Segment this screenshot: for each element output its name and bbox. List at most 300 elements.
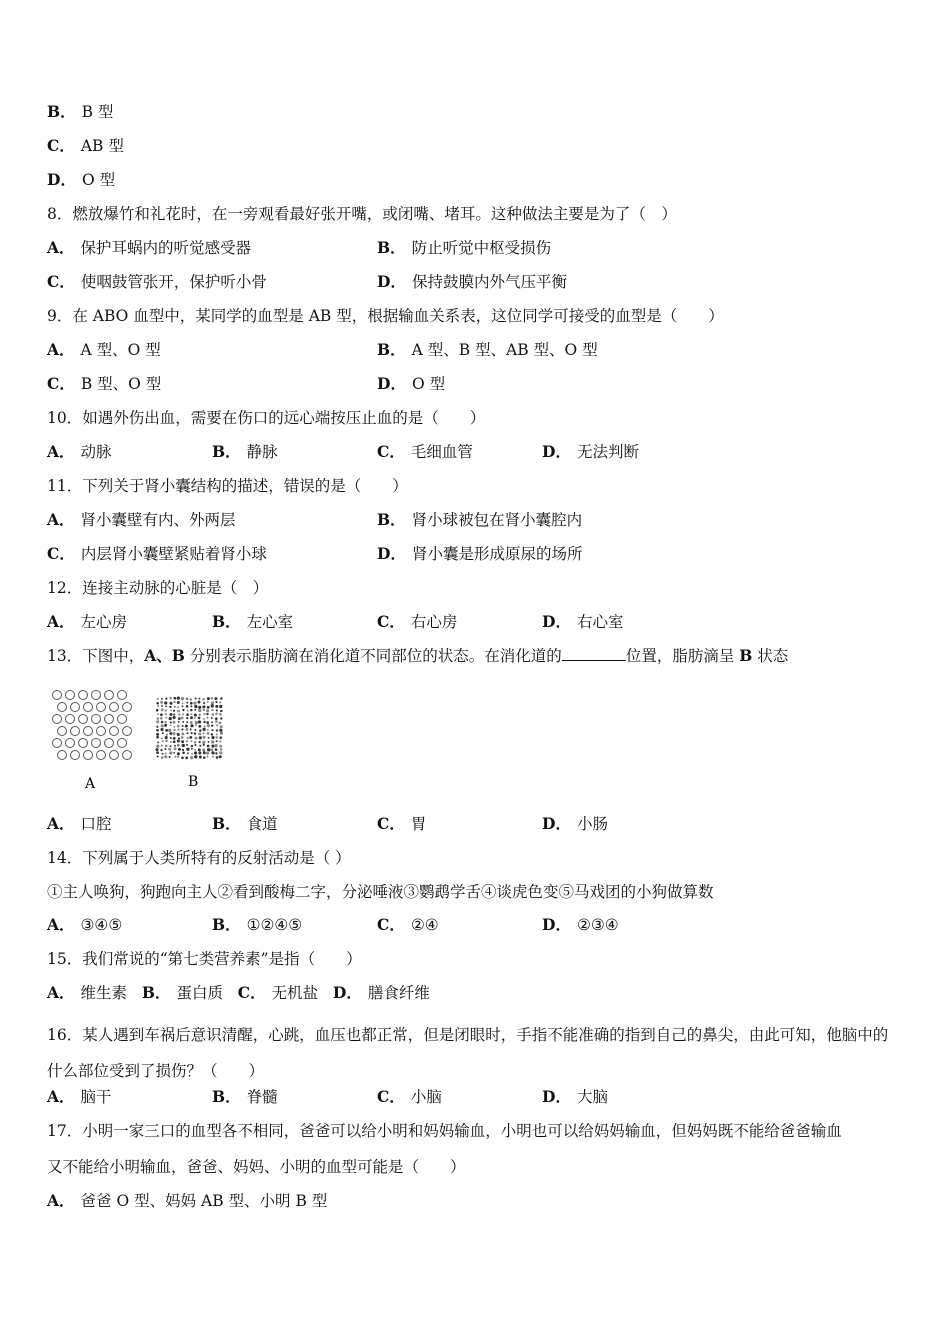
small-droplet [160,701,163,704]
small-droplet [157,713,159,715]
small-droplet [215,717,218,720]
small-droplet [212,729,214,731]
small-droplet [216,724,218,726]
small-droplet [190,756,193,759]
small-droplet [211,704,214,707]
small-droplet [219,705,222,708]
q15-option-b: 蛋白质 [176,984,223,1002]
large-droplet [58,703,67,712]
small-droplet [219,701,221,703]
small-droplet [215,736,218,739]
small-droplet [186,702,188,704]
small-droplet [190,728,192,730]
small-droplet [190,721,193,724]
small-droplet [186,748,189,751]
small-droplet [186,713,189,716]
option-c-prev: C． AB 型 [47,136,124,155]
small-droplet [216,729,218,731]
small-droplet [169,697,172,700]
q10-option-a: A． 动脉 [47,442,112,461]
question-17-line-2: 又不能给小明输血，爸爸、妈妈、小明的血型可能是（ ） [47,1158,466,1176]
small-droplet [182,702,184,704]
large-droplet [84,703,93,712]
fat-droplet-figure [47,686,237,796]
small-droplet [174,756,176,758]
small-droplet [194,705,197,708]
small-droplet [216,709,218,711]
small-droplet [202,698,205,701]
large-droplet [79,739,88,748]
small-droplet [220,748,222,750]
q8-option-d: D． 保持鼓膜内外气压平衡 [377,272,567,291]
small-droplet [173,697,176,700]
small-droplet [199,741,201,743]
small-droplet [170,745,172,747]
small-droplet [207,724,210,727]
q9-option-b: B． A 型、B 型、AB 型、O 型 [377,340,598,359]
large-droplet [53,739,62,748]
large-fat-droplets [53,691,132,760]
small-droplet [203,713,205,715]
small-droplet [194,729,196,731]
small-droplet [203,751,206,754]
small-droplet [168,748,171,751]
small-droplet [169,706,171,708]
large-droplet [97,703,106,712]
small-droplet [181,717,184,720]
large-droplet [110,703,119,712]
small-droplet [206,717,208,719]
small-droplet [203,718,205,720]
small-droplet [186,732,188,734]
small-droplet [177,696,180,699]
small-droplet [215,752,217,754]
small-droplet [195,724,197,726]
small-droplet [161,756,164,759]
small-droplet [198,748,201,751]
q9-option-a: A． A 型、O 型 [47,340,161,359]
small-droplet [219,713,222,716]
small-droplet [161,724,164,727]
q11-option-d: D． 肾小囊是形成原尿的场所 [377,544,583,563]
small-droplet [156,702,159,705]
small-droplet [164,721,166,723]
small-droplet [191,745,193,747]
large-droplet [92,715,101,724]
question-13: 13．下图中，A、B 分别表示脂肪滴在消化道不同部位的状态。在消化道的 位置，脂肪滴呈 B 状态 [47,646,789,665]
small-droplet [177,733,180,736]
small-droplet [174,747,177,750]
small-droplet [181,697,184,700]
small-droplet [207,748,210,751]
question-14: 14．下列属于人类所特有的反射活动是（ ） [47,849,351,867]
q17-option-a: A． 爸爸 O 型、妈妈 AB 型、小明 B 型 [47,1191,328,1210]
small-droplet [165,717,167,719]
small-droplet [189,736,192,739]
large-droplet [58,727,67,736]
small-droplet [198,701,201,704]
small-droplet [186,744,188,746]
small-droplet [161,745,163,747]
small-droplet [199,698,201,700]
q10-option-d: D． 无法判断 [542,442,639,461]
small-droplet [199,756,202,759]
small-droplet [206,721,209,724]
small-droplet [178,737,180,739]
small-droplet [194,717,196,719]
small-droplet [193,701,196,704]
small-droplet [169,713,172,716]
small-droplet [194,751,197,754]
q12-option-b: B． 左心室 [212,612,294,631]
small-droplet [182,744,185,747]
small-droplet [219,745,222,748]
large-droplet [84,751,93,760]
small-droplet [173,716,176,719]
small-droplet [206,713,208,715]
small-droplet [190,698,193,701]
small-droplet [168,729,171,732]
q9-option-c: C． B 型、O 型 [47,374,162,393]
small-droplet [187,710,189,712]
small-droplet [170,721,172,723]
small-droplet [173,710,175,712]
large-droplet [79,691,88,700]
q12-option-d: D． 右心室 [542,612,624,631]
small-droplet [186,705,189,708]
question-12: 12．连接主动脉的心脏是（ ） [47,579,269,597]
small-droplet [215,720,218,723]
large-droplet [105,691,114,700]
small-droplet [178,713,180,715]
small-droplet [216,733,218,735]
small-droplet [195,697,197,699]
small-droplet [162,740,164,742]
small-droplet [185,757,188,760]
small-droplet [207,701,209,703]
q14-option-b: B． ①②④⑤ [212,915,303,934]
large-droplet [123,703,132,712]
question-17-line-1: 17．小明一家三口的血型各不相同，爸爸可以给小明和妈妈输血，小明也可以给妈妈输血，但妈妈既不能给爸爸输血 [47,1122,842,1140]
small-droplet [170,710,172,712]
large-droplet [79,715,88,724]
small-droplet [177,752,180,755]
answer-blank [562,646,626,661]
small-droplet [173,713,175,715]
small-droplet [211,740,214,743]
large-droplet [105,715,114,724]
large-droplet [66,691,75,700]
small-droplet [173,726,175,728]
small-droplet [174,745,176,747]
small-droplet [173,737,176,740]
small-droplet [211,721,213,723]
small-droplet [214,697,217,700]
small-droplet [173,752,175,754]
small-droplet [215,705,218,708]
q14-option-d: D． ②③④ [542,915,619,934]
small-droplet [191,713,193,715]
small-droplet [170,702,173,705]
small-droplet [206,752,209,755]
small-droplet [199,736,202,739]
small-droplet [156,709,159,712]
small-droplet [177,744,180,747]
small-droplet [212,756,214,758]
small-droplet [206,709,209,712]
small-droplet [178,721,180,723]
q8-option-b: B． 防止听觉中枢受损伤 [377,238,552,257]
small-droplet [186,721,188,723]
question-8: 8．燃放爆竹和礼花时，在一旁观看最好张开嘴，或闭嘴、堵耳。这种做法主要是为了（ ） [47,205,677,223]
small-droplet [220,717,222,719]
small-droplet [165,744,168,747]
small-droplet [219,755,222,758]
small-droplet [207,729,209,731]
small-droplet [203,702,205,704]
large-droplet [71,703,80,712]
small-droplet [202,741,205,744]
option-b-prev: B． B 型 [47,102,114,121]
q15-option-d: 膳食纤维 [367,984,430,1002]
small-droplet [177,706,179,708]
small-droplet [211,733,213,735]
q15-options: A． 维生素 B． 蛋白质 C． 无机盐 D． 膳食纤维 [47,983,430,1002]
large-droplet [92,691,101,700]
option-d-prev: D． O 型 [47,170,116,189]
small-droplet [186,697,189,700]
small-droplet [169,756,171,758]
small-droplet [220,725,223,728]
small-droplet [156,751,159,754]
small-droplet [169,732,172,735]
small-droplet [185,728,188,731]
small-droplet [165,705,167,707]
small-droplet [198,714,201,717]
small-droplet [199,745,201,747]
large-droplet [53,691,62,700]
large-droplet [110,727,119,736]
small-droplet [194,749,196,751]
small-droplet [194,744,196,746]
small-droplet [220,710,222,712]
question-11: 11．下列关于肾小囊结构的描述，错误的是（ ） [47,477,408,495]
large-droplet [92,739,101,748]
small-droplet [160,713,163,716]
large-droplet [53,715,62,724]
small-droplet [204,726,206,728]
fat-droplet-illustration [47,686,237,796]
small-droplet [211,717,213,719]
q16-option-b: B． 脊髓 [212,1087,278,1106]
small-droplet [156,720,159,723]
large-droplet [66,739,75,748]
small-droplet [215,713,218,716]
small-droplet [169,717,172,720]
small-droplet [198,720,201,723]
small-droplet [156,736,159,739]
small-droplet [177,710,180,713]
small-droplet [202,749,205,752]
small-droplet [186,717,188,719]
figure-label-b: B [188,774,199,790]
small-droplet [182,749,184,751]
small-droplet [195,737,198,740]
small-droplet [220,697,223,700]
large-droplet [71,727,80,736]
small-droplet [199,729,201,731]
small-droplet [194,714,197,717]
small-droplet [186,740,188,742]
small-droplet [211,697,214,700]
q10-option-b: B． 静脉 [212,442,278,461]
q16-option-d: D． 大脑 [542,1087,608,1106]
small-droplet [164,724,167,727]
small-droplet [169,751,172,754]
small-droplet [198,717,201,720]
small-droplet [194,732,196,734]
small-droplet [216,756,219,759]
small-droplet [181,736,184,739]
small-droplet [170,737,172,739]
small-droplet [165,709,167,711]
small-droplet [208,737,210,739]
large-droplet [97,751,106,760]
question-14-items: ①主人唤狗，狗跑向主人②看到酸梅二字，分泌唾液③鹦鹉学舌④谈虎色变⑤马戏团的小狗做算数 [47,883,714,901]
large-droplet [118,715,127,724]
small-droplet [162,732,164,734]
small-droplet [198,709,201,712]
small-droplet [161,705,163,707]
small-droplet [156,729,159,732]
large-droplet [118,691,127,700]
question-15: 15．我们常说的“第七类营养素”是指（ ） [47,950,362,968]
q13-option-d: D． 小肠 [542,814,608,833]
q15-option-c: 无机盐 [271,984,319,1002]
large-droplet [123,727,132,736]
small-droplet [177,701,180,704]
small-droplet [191,753,193,755]
small-droplet [155,748,158,751]
large-droplet [84,727,93,736]
large-droplet [123,751,132,760]
small-droplet [182,705,184,707]
small-droplet [219,740,221,742]
small-droplet [191,740,193,742]
small-droplet [203,721,205,723]
small-droplet [172,732,175,735]
small-droplet [177,756,179,758]
small-droplet [202,705,205,708]
small-droplet [211,713,214,716]
small-droplet [211,736,214,739]
small-droplet [161,708,164,711]
small-droplet [207,706,210,709]
small-droplet [191,748,193,750]
small-droplet [182,714,184,716]
small-droplet [172,721,175,724]
small-droplet [211,725,213,727]
q16-option-c: C． 小脑 [377,1087,442,1106]
small-droplet [162,753,164,755]
small-droplet [170,741,172,743]
small-droplet [208,741,210,743]
small-droplet [203,732,205,734]
small-droplet [181,756,184,759]
small-droplet [198,732,201,735]
small-droplet [164,755,167,758]
small-droplet [206,756,208,758]
small-droplet [177,725,180,728]
small-droplet [181,728,183,730]
small-droplet [219,729,222,732]
small-droplet [220,732,223,735]
small-droplet [173,729,175,731]
q13-option-a: A． 口腔 [47,814,112,833]
small-droplet [165,736,168,739]
q12-option-c: C． 右心房 [377,612,458,631]
q8-option-a: A． 保护耳蜗内的听觉感受器 [47,238,252,257]
small-droplet [214,744,217,747]
large-droplet [118,739,127,748]
q14-option-a: A． ③④⑤ [47,915,123,934]
small-droplet [165,753,167,755]
small-droplet [211,709,213,711]
small-droplet [219,722,222,725]
small-droplet [203,744,205,746]
small-droplet [190,709,192,711]
small-droplet [182,709,184,711]
small-droplet [207,697,210,700]
question-9: 9．在 ABO 血型中，某同学的血型是 AB 型，根据输血关系表，这位同学可接受的血型是（ ） [47,307,724,325]
small-droplet [198,706,201,709]
small-droplet [160,717,163,720]
small-droplet [194,709,196,711]
small-droplet [219,751,222,754]
q13-option-c: C． 胃 [377,814,427,833]
small-droplet [156,733,159,736]
small-droplet [190,705,192,707]
large-droplet [97,727,106,736]
small-droplet [190,724,193,727]
q11-option-b: B． 肾小球被包在肾小囊腔内 [377,510,583,529]
small-droplet [157,741,159,743]
small-droplet [198,751,201,754]
q12-option-a: A． 左心房 [47,612,128,631]
small-droplet [165,729,168,732]
small-droplet [178,748,181,751]
small-droplet [211,702,214,705]
small-droplet [174,706,176,708]
small-droplet [203,709,205,711]
small-droplet [194,755,197,758]
large-droplet [110,751,119,760]
small-droplet [161,698,163,700]
q15-option-a: 维生素 [80,984,128,1002]
small-droplet [207,732,210,735]
small-droplet [195,721,198,724]
small-droplet [190,716,193,719]
q9-option-d: D． O 型 [377,374,446,393]
question-16: 16．某人遇到车祸后意识清醒，心跳，血压也都正常，但是闭眼时，手指不能准确的指到自己的鼻尖，由此可知，他脑中的什么部位受到了损伤？（ ） [47,1026,889,1080]
small-droplet [164,701,167,704]
small-droplet [157,698,159,700]
small-droplet [157,755,159,757]
small-droplet [165,697,167,699]
small-droplet [215,701,217,703]
small-droplet [211,751,214,754]
small-droplet [164,748,166,750]
